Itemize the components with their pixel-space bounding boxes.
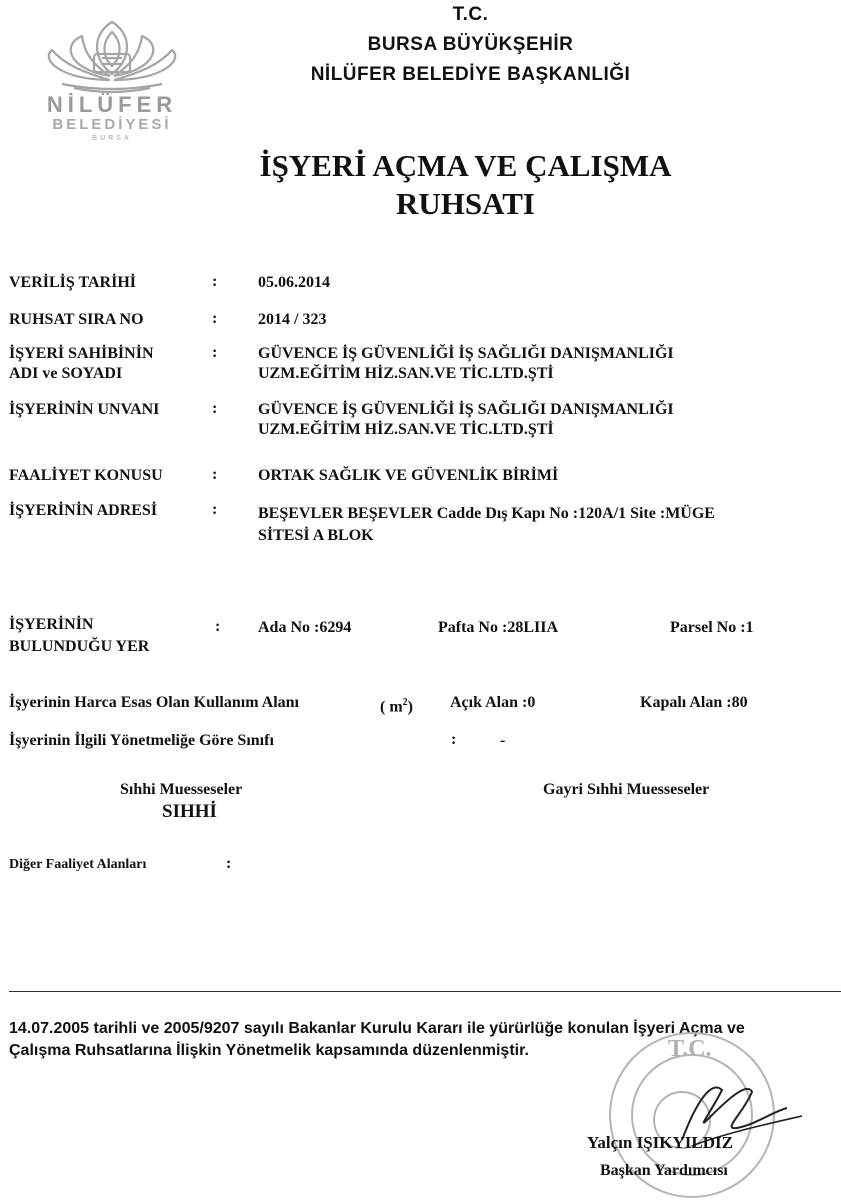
seal-text: T.C. <box>668 1036 712 1062</box>
header-tc: T.C. <box>452 4 489 25</box>
lotus-icon <box>22 14 202 94</box>
issue-date-colon: : <box>212 273 218 290</box>
class-value: - <box>500 732 506 749</box>
location-colon: : <box>215 618 221 635</box>
header-municipality: NİLÜFER BELEDİYE BAŞKANLIĞI <box>310 64 631 85</box>
usage-area-label: İşyerinin Harca Esas Olan Kullanım Alanı <box>9 694 299 711</box>
location-label-line2: BULUNDUĞU YER <box>9 638 150 655</box>
other-activities-colon: : <box>226 855 232 872</box>
parsel-number: Parsel No :1 <box>670 619 754 636</box>
sanitary-value: SIHHİ <box>162 801 217 822</box>
owner-label-line2: ADI ve SOYADI <box>9 365 123 382</box>
license-number-label: RUHSAT SIRA NO <box>9 311 144 328</box>
title-colon: : <box>212 400 218 417</box>
open-area: Açık Alan :0 <box>450 694 536 711</box>
title-value-line1: GÜVENCE İŞ GÜVENLİĞİ İŞ SAĞLIĞI DANIŞMANLIĞI <box>258 401 674 418</box>
logo-name: NİLÜFER <box>46 92 178 117</box>
sanitary-label: Sıhhi Muesseseler <box>120 781 243 798</box>
document-title-line1: İŞYERİ AÇMA VE ÇALIŞMA <box>259 148 672 183</box>
address-label: İŞYERİNİN ADRESİ <box>9 502 158 519</box>
footer-line1: 14.07.2005 tarihli ve 2005/9207 sayılı Bakanlar Kurulu Kararı ile yürürlüğe konulan İşyeri Açma ve <box>9 1020 745 1037</box>
other-activities-label: Diğer Faaliyet Alanları <box>9 857 147 872</box>
class-colon: : <box>451 731 457 748</box>
non-sanitary-label: Gayri Sıhhi Muesseseler <box>543 781 710 798</box>
activity-value: ORTAK SAĞLIK VE GÜVENLİK BİRİMİ <box>258 467 559 484</box>
activity-label: FAALİYET KONUSU <box>9 467 163 484</box>
footer-line2: Çalışma Ruhsatlarına İlişkin Yönetmelik kapsamında düzenlenmiştir. <box>9 1042 529 1059</box>
address-colon: : <box>212 501 218 518</box>
license-number-value: 2014 / 323 <box>258 311 327 328</box>
ada-number: Ada No :6294 <box>258 619 352 636</box>
owner-colon: : <box>212 344 218 361</box>
address-value-line2: SİTESİ A BLOK <box>258 527 374 544</box>
header-city: BURSA BÜYÜKŞEHİR <box>367 34 574 55</box>
owner-value-line2: UZM.EĞİTİM HİZ.SAN.VE TİC.LTD.ŞTİ <box>258 365 554 382</box>
footer-divider <box>9 991 841 992</box>
location-label-line1: İŞYERİNİN <box>9 616 94 633</box>
closed-area: Kapalı Alan :80 <box>640 694 748 711</box>
license-number-colon: : <box>212 310 218 327</box>
municipality-logo <box>22 14 202 144</box>
logo-city: BURSA <box>92 135 132 142</box>
pafta-number: Pafta No :28LIIA <box>438 619 558 636</box>
title-label: İŞYERİNİN UNVANI <box>9 401 160 418</box>
unit-open: ( m <box>380 698 403 716</box>
title-value-line2: UZM.EĞİTİM HİZ.SAN.VE TİC.LTD.ŞTİ <box>258 421 554 438</box>
logo-sub: BELEDİYESİ <box>52 116 172 133</box>
unit-close: ) <box>407 698 413 716</box>
signatory-name: Yalçın IŞIKYILDIZ <box>587 1133 733 1152</box>
activity-colon: : <box>212 466 218 483</box>
class-label: İşyerinin İlgili Yönetmeliğe Göre Sınıfı <box>9 732 274 749</box>
owner-label-line1: İŞYERİ SAHİBİNİN <box>9 345 154 362</box>
signatory-title: Başkan Yardımcısı <box>600 1162 728 1179</box>
address-value-line1: BEŞEVLER BEŞEVLER Cadde Dış Kapı No :120A/1 Site :MÜGE <box>258 505 715 522</box>
issue-date-label: VERİLİŞ TARİHİ <box>9 274 137 291</box>
document-title-line2: RUHSATI <box>396 186 535 221</box>
unit-sup: 2 <box>402 697 408 708</box>
issue-date-value: 05.06.2014 <box>258 274 330 291</box>
owner-value-line1: GÜVENCE İŞ GÜVENLİĞİ İŞ SAĞLIĞI DANIŞMANLIĞI <box>258 345 674 362</box>
usage-area-unit <box>380 693 413 717</box>
